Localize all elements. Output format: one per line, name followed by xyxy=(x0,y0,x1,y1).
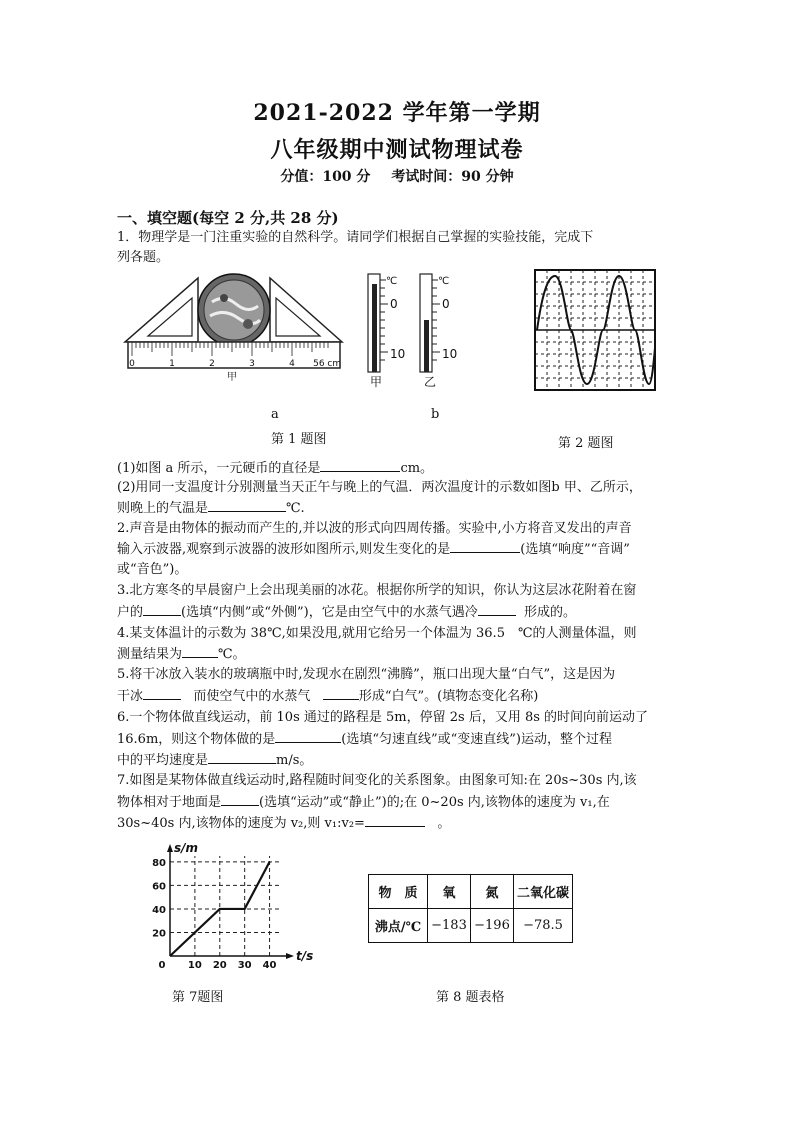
table-cell: −183 xyxy=(428,909,471,943)
figure-2-waveform xyxy=(533,268,657,392)
x-axis-arrow xyxy=(286,953,294,959)
y-tick-label: 60 xyxy=(152,881,166,893)
figure-1a-label: 甲 xyxy=(227,372,237,383)
figure-7-st-chart xyxy=(148,838,314,971)
ten-label-right: 10 xyxy=(442,347,458,361)
unit-label-right: ℃ xyxy=(438,276,450,287)
q1-stem-line2: 列各题。 xyxy=(117,250,170,265)
x-axis-label: t/s xyxy=(296,949,314,963)
table-cell: −196 xyxy=(471,909,514,943)
q6-blank-2[interactable] xyxy=(208,750,276,764)
q4-line2: 测量结果为 ℃。 xyxy=(117,644,246,665)
figure-1b-thermometers xyxy=(360,270,470,392)
q5-line1: 5.将干冰放入装水的玻璃瓶中时,发现水在剧烈“沸腾”，瓶口出现大量“白气”，这是因为 xyxy=(117,667,616,682)
q6-line1: 6.一个物体做直线运动，前 10s 通过的路程是 5m，停留 2s 后，又用 8s 的时间向前运动了 xyxy=(117,710,649,725)
x-tick-label: 0 xyxy=(158,960,166,971)
q7-line3: 30s~40s 内,该物体的速度为 v₂,则 v₁:v₂= 。 xyxy=(117,813,450,834)
q7-line1: 7.如图是某物体做直线运动时,路程随时间变化的关系图象。由图象可知:在 20s~30s 内,该 xyxy=(117,773,637,788)
ruler-tick-5: 5 xyxy=(313,359,319,369)
table-8-caption: 第 8 题表格 xyxy=(436,990,505,1005)
table-header-cell: 二氧化碳 xyxy=(514,875,573,909)
table-header-cell: 氧 xyxy=(428,875,471,909)
q1-sub2-blank[interactable] xyxy=(208,498,286,512)
ruler-tick-4: 4 xyxy=(289,359,295,369)
ruler-tick-6: 6 cm xyxy=(318,359,342,369)
table-header-cell: 物 质 xyxy=(369,875,428,909)
zero-label-left: 0 xyxy=(390,297,398,311)
q3-line2: 户的 (选填“内侧”或“外侧”)，它是由空气中的水蒸气遇冷 形成的。 xyxy=(117,602,576,623)
q1-sub1-blank[interactable] xyxy=(320,458,400,472)
ruler-tick-3: 3 xyxy=(249,359,255,369)
thermometer-label-yi: 乙 xyxy=(424,375,437,389)
y-tick-label: 20 xyxy=(152,928,166,940)
exam-year-title: 2021-2022 学年第一学期 xyxy=(253,100,541,126)
q4-blank[interactable] xyxy=(182,644,218,658)
q2-line3: 或“音色”)。 xyxy=(117,562,188,577)
ruler-tick-1: 1 xyxy=(169,359,175,369)
table-header-row xyxy=(369,875,573,909)
figure-7-caption: 第 7题图 xyxy=(172,990,224,1005)
q5-line2: 干冰 而使空气中的水蒸气 形成“白气”。(填物态变化名称) xyxy=(117,686,538,707)
x-tick-label: 20 xyxy=(212,960,227,971)
q6-line3: 中的平均速度是 m/s。 xyxy=(117,750,312,771)
q2-blank[interactable] xyxy=(450,539,520,553)
y-axis-label: s/m xyxy=(174,841,199,855)
ruler-tick-2: 2 xyxy=(209,359,215,369)
table-cell: 沸点/℃ xyxy=(369,909,428,943)
ten-label-left: 10 xyxy=(390,347,406,361)
figure-2-caption: 第 2 题图 xyxy=(558,436,614,451)
table-row xyxy=(369,909,573,943)
label-a: a xyxy=(271,407,279,422)
score-label: 分值：100 分 xyxy=(280,169,371,185)
q3-blank-1[interactable] xyxy=(143,602,181,616)
q2-line2: 输入示波器,观察到示波器的波形如图所示,则发生变化的是 (选填“响度”“音调” xyxy=(117,539,630,560)
x-tick-label: 40 xyxy=(262,960,277,971)
q6-line2: 16.6m，则这个物体做的是 (选填“匀速直线”或“变速直线”)运动，整个过程 xyxy=(117,729,612,750)
q7-blank-2[interactable] xyxy=(365,813,425,827)
figure-1a-coin-ruler xyxy=(120,270,350,385)
q3-line1: 3.北方寒冬的早晨窗户上会出现美丽的冰花。根据你所学的知识，你认为这层冰花附着在窗 xyxy=(117,583,637,598)
figure-1-caption: 第 1 题图 xyxy=(271,432,327,447)
q6-blank-1[interactable] xyxy=(275,729,341,743)
y-tick-label: 80 xyxy=(152,857,166,869)
q1-sub2-line2: 则晚上的气温是 ℃. xyxy=(117,498,305,519)
q1-sub2-line1: (2)用同一支温度计分别测量当天正午与晚上的气温．两次温度计的示数如图b 甲、乙所示， xyxy=(117,480,642,495)
q3-blank-2[interactable] xyxy=(478,602,516,616)
x-tick-label: 30 xyxy=(237,960,252,971)
table-header-cell: 氮 xyxy=(471,875,514,909)
exam-title: 八年级期中测试物理试卷 xyxy=(270,137,524,163)
zero-label-right: 0 xyxy=(442,297,450,311)
q2-line1: 2.声音是由物体的振动而产生的,并以波的形式向四周传播。实验中,小方将音叉发出的声音 xyxy=(117,521,632,536)
exam-info xyxy=(0,166,794,186)
q7-blank-1[interactable] xyxy=(221,792,259,806)
label-b: b xyxy=(431,407,440,422)
y-axis-arrow xyxy=(167,844,173,852)
q5-blank-1[interactable] xyxy=(143,686,181,700)
section-1-heading: 一、填空题(每空 2 分,共 28 分) xyxy=(117,209,339,227)
q1-stem-line1: 1．物理学是一门注重实验的自然科学。请同学们根据自己掌握的实验技能，完成下 xyxy=(117,230,594,245)
q4-line1: 4.某支体温计的示数为 38℃,如果没甩,就用它给另一个体温为 36.5 ℃的人测量体温，则 xyxy=(117,626,637,641)
thermometer-label-jia: 甲 xyxy=(370,375,383,389)
x-tick-label: 10 xyxy=(187,960,202,971)
table-boiling-points xyxy=(368,874,573,943)
ruler-tick-0: 0 xyxy=(129,359,135,369)
unit-label-left: ℃ xyxy=(386,276,398,287)
q5-blank-2[interactable] xyxy=(323,686,359,700)
table-cell: −78.5 xyxy=(514,909,573,943)
q7-line2: 物体相对于地面是 (选填“运动”或“静止”)的;在 0~20s 内,该物体的速度为 v₁,在 xyxy=(117,792,610,813)
time-label: 考试时间：90 分钟 xyxy=(391,169,514,185)
q1-sub1: (1)如图 a 所示，一元硬币的直径是 cm。 xyxy=(117,458,433,479)
y-tick-label: 40 xyxy=(152,904,166,916)
